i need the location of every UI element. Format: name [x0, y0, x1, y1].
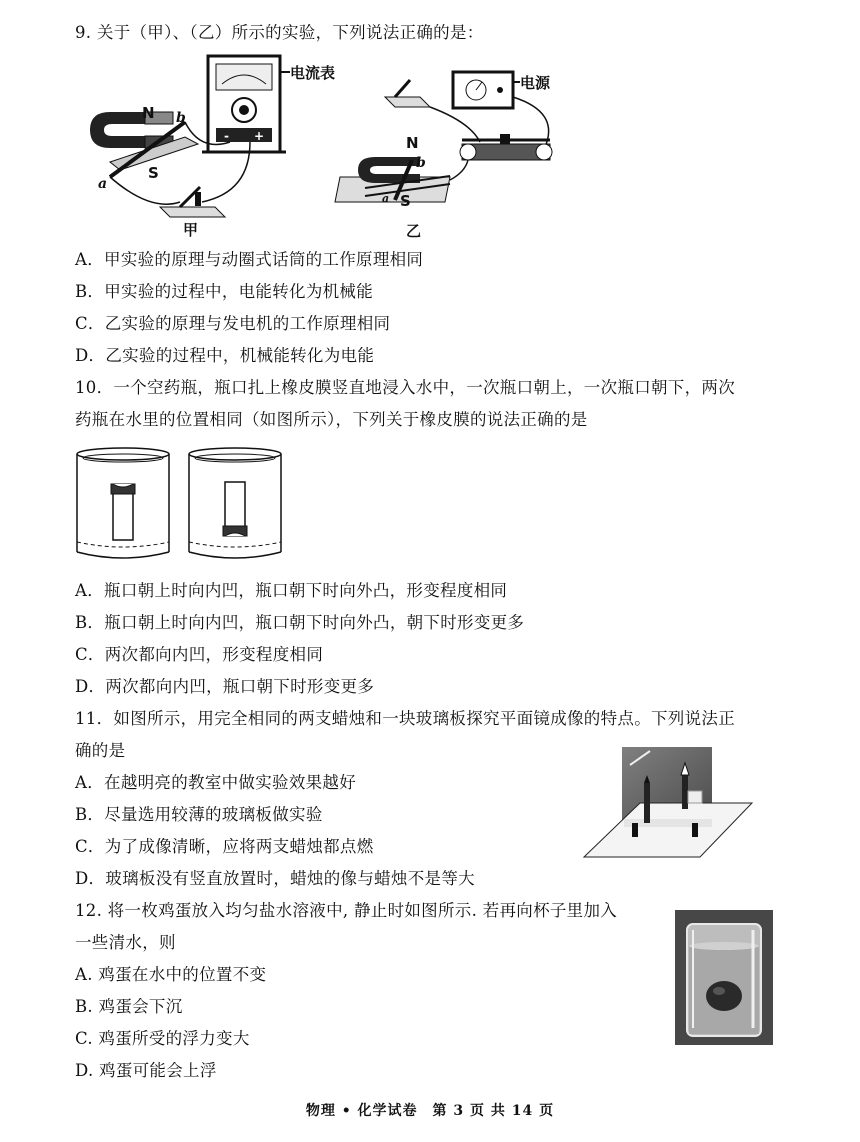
- label-b1: b: [176, 110, 186, 126]
- q9-stem: 9. 关于（甲）、（乙）所示的实验，下列说法正确的是：: [75, 23, 484, 42]
- q11-photo: [580, 745, 755, 863]
- rheostat: [460, 134, 552, 160]
- q11-stem-line2: 确的是: [75, 741, 126, 760]
- label-s2: S: [400, 192, 411, 210]
- ammeter: [202, 56, 286, 152]
- q10-option-a: A．瓶口朝上时向内凹，瓶口朝下时向外凸，形变程度相同: [75, 581, 508, 600]
- label-a2: a: [382, 192, 390, 205]
- q10-option-b: B．瓶口朝上时向内凹，瓶口朝下时向外凸，朝下时形变更多: [75, 613, 525, 632]
- q11-option-d: D．玻璃板没有竖直放置时，蜡烛的像与蜡烛不是等大: [75, 869, 475, 888]
- label-b2: b: [416, 155, 426, 171]
- switch-yi: [385, 80, 430, 107]
- beaker-upright: [77, 448, 169, 558]
- label-minus: -: [224, 129, 229, 143]
- q12-option-a: A. 鸡蛋在水中的位置不变: [75, 965, 267, 984]
- label-a1: a: [98, 176, 108, 192]
- q9-option-c: C．乙实验的原理与发电机的工作原理相同: [75, 314, 391, 333]
- q12-option-b: B. 鸡蛋会下沉: [75, 997, 183, 1016]
- label-s1: S: [148, 164, 159, 182]
- egg-in-salt-water-image: [675, 910, 773, 1045]
- magnet-yi: [335, 157, 450, 202]
- q10-figure: [75, 446, 285, 566]
- q11-stem-line1: 11．如图所示，用完全相同的两支蜡烛和一块玻璃板探究平面镜成像的特点。下列说法正: [75, 709, 735, 728]
- q10-option-d: D．两次都向内凹，瓶口朝下时形变更多: [75, 677, 375, 696]
- q9-option-a: A．甲实验的原理与动圈式话筒的工作原理相同: [75, 250, 424, 269]
- page-footer: 物理 • 化学试卷 第 3 页 共 14 页: [305, 1103, 555, 1119]
- q12-stem-line1: 12. 将一枚鸡蛋放入均匀盐水溶液中, 静止时如图所示. 若再向杯子里加入: [75, 901, 618, 920]
- mirror-experiment-image: [580, 745, 755, 863]
- q12-stem-line2: 一些清水，则: [75, 933, 176, 952]
- q11-option-b: B．尽量选用较薄的玻璃板做实验: [75, 805, 323, 824]
- beaker-inverted: [189, 448, 281, 558]
- q9-option-b: B．甲实验的过程中，电能转化为机械能: [75, 282, 374, 301]
- q10-option-c: C．两次都向内凹，形变程度相同: [75, 645, 324, 664]
- q10-stem-line2: 药瓶在水里的位置相同（如图所示），下列关于橡皮膜的说法正确的是: [75, 410, 588, 429]
- label-n2: N: [406, 134, 419, 152]
- label-power: 电源: [520, 74, 551, 92]
- q10-diagram: [75, 446, 285, 566]
- q9-diagram: [90, 52, 570, 242]
- q11-option-c: C．为了成像清晰，应将两支蜡烛都点燃: [75, 837, 374, 856]
- q11-option-a: A．在越明亮的教室中做实验效果越好: [75, 773, 357, 792]
- label-plus: +: [254, 129, 265, 143]
- q10-stem-line1: 10．一个空药瓶，瓶口扎上橡皮膜竖直地浸入水中，一次瓶口朝上，一次瓶口朝下，两次: [75, 378, 735, 397]
- q9-option-d: D．乙实验的过程中，机械能转化为电能: [75, 346, 375, 365]
- label-yi: 乙: [406, 222, 422, 240]
- label-ammeter: 电流表: [290, 64, 336, 82]
- label-n1: N: [142, 104, 155, 122]
- q12-option-d: D. 鸡蛋可能会上浮: [75, 1061, 217, 1080]
- q9-figure: [90, 52, 570, 242]
- q12-option-c: C. 鸡蛋所受的浮力变大: [75, 1029, 250, 1048]
- power-supply: [453, 72, 513, 108]
- q12-photo: [675, 910, 773, 1045]
- switch-jia: [160, 187, 225, 217]
- label-jia: 甲: [183, 221, 199, 239]
